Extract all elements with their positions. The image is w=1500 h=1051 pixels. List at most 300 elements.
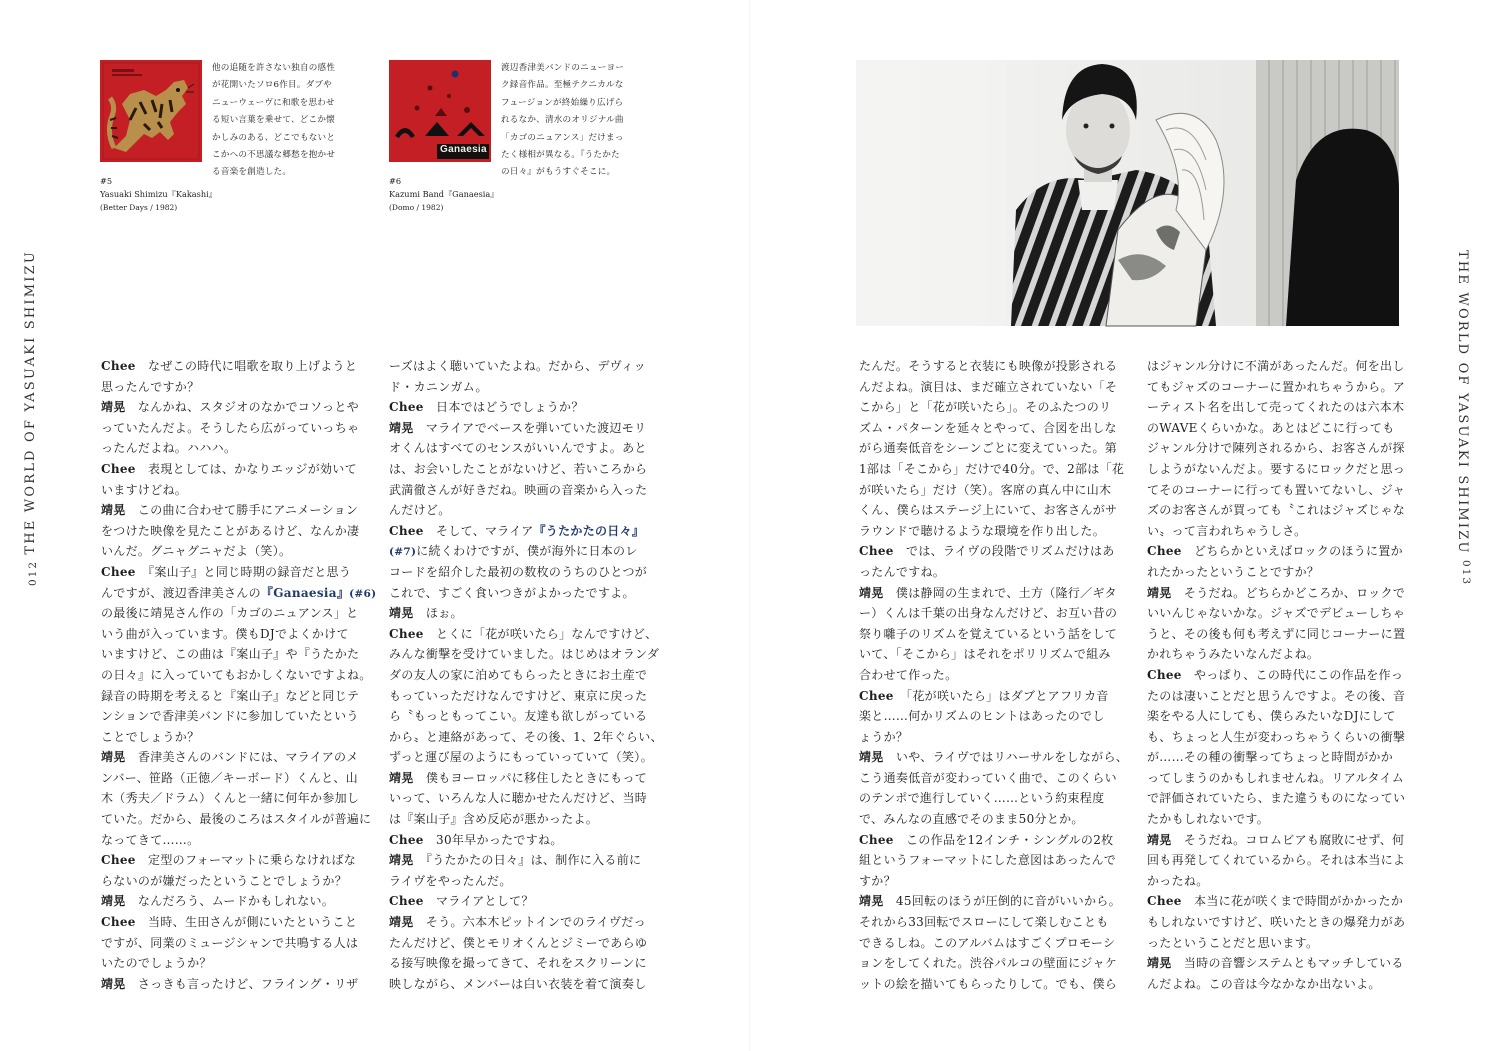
blurb-line: こかへの不思議な郷愁を抱かせ [212,150,336,161]
line-text: で、みんなの直感でそのまま50分とか。 [859,812,1084,827]
line-text: 香津美さんのバンドには、マライアのメ [125,750,359,765]
line-text: すか？ [859,873,896,888]
text-line [859,377,1121,398]
album-blurb [501,60,649,182]
line-text: てそのコーナーに行っても置いてないし、ジャ [1147,482,1406,497]
line-text: ったということだと思います。 [1147,935,1319,950]
line-text: 合わせて作った。 [859,667,958,682]
text-line [389,603,651,624]
line-text: やっぱり、この時代にこの作品を作っ [1181,667,1404,682]
line-text: 当時、生田さんが側にいたということ [135,915,358,930]
text-line [1147,788,1409,809]
line-text: 定型のフォーマットに乗らなければな [135,853,357,868]
blurb-line: る短い言葉を乗せて、どこか懐 [212,115,335,126]
line-text: こから」と「花が咲いたら」。そのふたつのリ [859,400,1112,415]
text-line [389,583,651,604]
speaker-name: Chee [101,853,136,868]
line-text: なんだろう、ムードかもしれない。 [125,894,335,909]
line-text: 木（秀夫／ドラム）くんと一緒に何年か参加し [101,791,360,806]
cat-illustration-image [100,60,202,162]
line-text: たんだけど、僕とモリオくんとジミーであらゆ [389,935,648,950]
portrait-photo-image [856,60,1399,326]
line-text: それから33回転でスローにして楽しむことも [859,915,1109,930]
line-text: いいんじゃないかな。ジャズでデビューしちゃ [1147,606,1406,621]
text-line [859,788,1121,809]
speaker-name: Chee [859,832,894,847]
speaker-name: Chee [389,523,424,538]
speaker-name: 靖晃 [101,400,126,415]
line-text: うと、その後も何も考えずに同じコーナーに置 [1147,626,1406,641]
text-line [859,480,1121,501]
album-caption [100,175,300,214]
text-line [101,377,363,398]
text-line [859,912,1121,933]
line-text: この曲に合わせて勝手にアニメーション [125,503,359,518]
line-text: はジャンル分けに不満があったんだ。何を出し [1147,359,1405,373]
text-line [101,747,363,768]
text-line [389,665,651,686]
line-text: から〟と連絡があって、その後、1、2年ぐらい、 [389,729,663,744]
line-text: 思ったんですか？ [101,379,200,394]
line-text: いますけどね。 [101,482,188,497]
text-line [1147,974,1409,995]
line-text: しようがないんだよ。要するにロックだと思っ [1147,461,1406,476]
line-text: ットの絵を描いてもらったりして。でも、僕ら [859,976,1118,991]
text-line [859,665,1121,686]
text-line [1147,644,1409,665]
speaker-name: 靖晃 [101,503,126,518]
text-line [389,974,651,995]
line-text: 日本ではどうでしょうか？ [423,400,584,415]
album-cover-kakashi [100,60,202,162]
text-line [859,974,1121,995]
text-line [1147,809,1409,830]
interview-column-4 [1147,356,1409,994]
text-line [389,747,651,768]
text-line [101,974,363,995]
speaker-name: 靖晃 [859,894,884,909]
speaker-name: 靖晃 [1147,832,1172,847]
album-ref-number: (#7) [389,546,417,559]
text-line [859,933,1121,954]
line-text: らないのが嫌だったということでしょうか？ [101,873,348,888]
album-title: Kazumi Band『Ganaesia』 [389,189,499,199]
line-text: コードを紹介した最初の数枚のうちのひとつが [389,564,648,579]
text-line [1147,727,1409,748]
text-line [389,727,663,748]
text-line [101,562,363,583]
text-line [389,706,651,727]
text-line [389,377,651,398]
text-line [859,418,1121,439]
album-number: #6 [389,176,402,186]
text-line [101,912,363,933]
line-text: みんな衝撃を受けていました。はじめはオランダ [389,647,660,662]
line-text: かれちゃうみたいなんだよね。 [1147,647,1320,662]
line-text: ョンをしてくれた。渋谷パルコの壁面にジャケ [859,956,1118,971]
speaker-name: Chee [389,832,424,847]
line-text: ってしまうのかもしれませんね。リアルタイム [1147,770,1405,785]
line-text: 僕もヨーロッパに移住したときにもって [413,770,648,785]
running-head-right: THE WORLD OF YASUAKI SHIMIZU [1455,250,1470,555]
text-line [389,809,651,830]
speaker-name: Chee [859,688,894,703]
text-line [1147,562,1409,583]
text-line [1147,933,1409,954]
text-line [101,727,363,748]
blurb-line: たく様相が異なる。『うたかた [501,150,620,161]
blurb-line: 渡辺香津美バンドのニューヨー [501,63,625,73]
text-line [101,603,363,624]
text-line [101,850,363,871]
line-text: の最後に靖晃さん作の「カゴのニュアンス」と [101,606,359,621]
text-line [389,788,651,809]
line-text: マライアでベースを弾いていた渡辺モリ [413,420,647,435]
line-text: くん、僕らはステージ上にいて、お客さんがサ [859,503,1118,518]
line-text: のテンポで進行していく……という約束程度 [859,791,1105,806]
line-text: は『案山子』含め反応が悪かったよ。 [389,812,599,827]
line-text: そうだね。コロムビアも腐敗にせず、何 [1171,832,1405,847]
line-text: いて、「そこから」はそれをポリリズムで組み [859,647,1111,662]
text-line [859,830,1121,851]
speaker-name: 靖晃 [859,585,884,600]
text-line [1147,624,1409,645]
speaker-name: Chee [101,359,136,373]
line-text: 45回転のほうが圧倒的に音がいいから。 [883,894,1121,909]
speaker-name: 靖晃 [389,853,414,868]
line-text: なぜこの時代に唱歌を取り上げようと [135,359,358,373]
text-line [1147,480,1409,501]
speaker-name: 靖晃 [389,606,414,621]
text-line [101,665,372,686]
line-text: ですが、同業のミュージシャンで共鳴する人は [101,935,359,950]
text-line [389,871,651,892]
text-line [1147,665,1409,686]
text-line [1147,953,1409,974]
text-line [389,624,658,645]
line-text: 武満徹さんが好きだね。映画の音楽から入った [389,482,648,497]
speaker-name: Chee [1147,894,1182,909]
speaker-name: Chee [101,461,136,476]
text-line [101,809,372,830]
line-text: ーティスト名を出して売ってくれたのは六本木 [1147,400,1405,415]
text-line [389,438,651,459]
text-line [101,891,363,912]
line-text: をつけた映像を見たことがあるけど、なんか凄 [101,523,360,538]
text-line [101,480,363,501]
running-head-left: THE WORLD OF YASUAKI SHIMIZU [23,250,38,555]
text-line [1147,686,1409,707]
text-line [389,500,651,521]
page-number-right: 013 [1460,560,1472,587]
line-text: 『案山子』と同じ時期の録音だと思う [135,564,352,579]
text-line [101,933,363,954]
text-line [101,397,363,418]
text-line [1147,438,1409,459]
text-line [859,500,1121,521]
text-line [859,624,1121,645]
text-line [1147,356,1409,377]
text-line [859,583,1121,604]
line-text: ズのお客さんが買っても〝これはジャズじゃな [1147,503,1406,518]
line-text: ったんだよね。ハハハ。 [101,441,237,456]
line-text: かったね。 [1147,873,1209,888]
line-text: ー）くんは千葉の出身なんだけど、お互い昔の [859,606,1118,621]
interview-column-2 [389,356,663,994]
album-number: #5 [100,176,113,186]
album-cover-ganaesia [389,60,491,162]
text-line [101,438,363,459]
blurb-line: かしみのある、どこでもないと [212,132,336,143]
line-text: オくんはすべてのセンスがいいんですよ。あと [389,441,647,456]
blurb-line: 他の追随を許さない独自の感性 [212,63,336,73]
text-line [859,891,1121,912]
portrait-photo [856,60,1399,326]
line-text: ド・カニンガム。 [389,379,488,394]
line-text: たのは凄いことだと思うんですよ。その後、音 [1147,688,1406,703]
text-line [1147,459,1409,480]
text-line [1147,541,1409,562]
text-line [389,480,651,501]
line-text: ラウンドで聴けるような環境を作り出した。 [859,523,1106,538]
line-text: も、ちょっと人生が変わっちゃうくらいの衝撃 [1147,729,1406,744]
line-text: そして、マライア [423,523,534,538]
text-line [1147,603,1409,624]
text-line [859,459,1125,480]
text-line [389,644,660,665]
text-line [101,418,363,439]
page-number-left: 012 [27,560,39,587]
text-line [1147,891,1409,912]
speaker-name: Chee [101,564,136,579]
text-line [389,768,651,789]
speaker-name: 靖晃 [389,770,414,785]
line-text: なってきて……。 [101,832,200,847]
speaker-name: 靖晃 [389,420,414,435]
line-text: ったんですね。 [859,564,946,579]
line-text: こう通奏低音が変わっていく曲で、このくらい [859,770,1117,785]
speaker-name: 靖晃 [1147,585,1172,600]
line-text: 僕は静岡の生まれで、土方（隆行／ギタ [883,585,1117,600]
line-text: 映しながら、メンバーは白い衣装を着て演奏し [389,976,647,991]
text-line [389,933,651,954]
text-line [859,397,1121,418]
line-text: がら通奏低音をシーンごとに変えていった。第 [859,441,1118,456]
text-line [859,562,1121,583]
text-line [1147,768,1409,789]
text-line [101,459,363,480]
speaker-name: Chee [101,915,136,930]
text-line [389,891,651,912]
text-line [1147,583,1409,604]
text-line [101,644,363,665]
line-text: ことでしょうか？ [101,729,200,744]
text-line [859,541,1121,562]
speaker-name: 靖晃 [101,976,126,991]
line-text: ーズはよく聴いていたよね。だから、デヴィッ [389,359,646,373]
line-text: 表現としては、かなりエッジが効いて [135,461,357,476]
speaker-name: 靖晃 [1147,956,1172,971]
speaker-name: Chee [389,400,424,415]
cover-title-text: Ganaesia [440,144,487,155]
interview-column-3 [859,356,1129,994]
text-line [859,747,1129,768]
text-line [859,603,1121,624]
line-text: いや、ライヴではリハーサルをしながら、 [883,750,1129,765]
line-text: の日々』に入っていてもおかしくないですよね。 [101,667,372,682]
speaker-name: 靖晃 [101,750,126,765]
line-text: ていた。だから、最後のころはスタイルが普遍に [101,812,372,827]
text-line [101,686,363,707]
line-text: に続くわけですが、僕が海外に日本のレ [416,544,638,559]
line-text: んだよね。演目は、まだ確立されていない「そ [859,379,1118,394]
blurb-line: れるなか、清水のオリジナル曲 [501,115,624,126]
line-text: 楽と……何かリズムのヒントはあったのでし [859,709,1105,724]
text-line [389,686,651,707]
line-text: これで、すごく食いつきがよかったですよ。 [389,585,635,600]
line-text: いう曲が入っています。僕もDJでよくかけて [101,626,349,641]
line-text: いんだ。グニャグニャだよ（笑）。 [101,544,292,559]
line-text: 組というフォーマットにした意図はあったんで [859,853,1117,868]
text-line [1147,377,1409,398]
line-text: ズム・パターンを延々とやって、合図を出しな [859,420,1117,435]
line-text: もしれないですけど、咲いたときの爆発力があ [1147,915,1406,930]
line-text: っていたんだよ。そうしたら広がっていっちゃ [101,420,360,435]
album-reference: 『Ganaesia』 [260,585,350,600]
text-line [101,500,363,521]
line-text: る接写映像を撮ってきて、それをスクリーンに [389,956,647,971]
speaker-name: Chee [389,894,424,909]
text-line [859,706,1121,727]
line-text: 当時の音響システムともマッチしている [1171,956,1404,971]
line-text: い〟って言われちゃうしさ。 [1147,523,1307,538]
text-line [101,830,363,851]
text-line [1147,418,1409,439]
line-text: なんかね、スタジオのなかでコソっとや [125,400,359,415]
blurb-line: が花開いたソロ6作目。ダブや [212,80,332,91]
line-text: ライヴをやったんだ。 [389,873,512,888]
line-text: ンションで香津美バンドに参加していたという [101,709,359,724]
line-text: 録音の時期を考えると『案山子』などと同じテ [101,688,360,703]
line-text: もっていっただけなんですけど、東京に戻った [389,688,648,703]
line-text: 1部は「そこから」だけで40分。で、2部は「花 [859,461,1125,476]
line-text: とくに「花が咲いたら」なんですけど、 [423,626,658,641]
text-line [1147,521,1409,542]
line-text: ほぉ。 [413,606,463,621]
text-line [1147,850,1409,871]
text-line [859,686,1121,707]
line-text: 「花が咲いたら」はダブとアフリカ音 [893,688,1109,703]
text-line [389,850,651,871]
line-text: たかもしれないです。 [1147,812,1270,827]
line-text: が……その種の衝撃ってちょっと時間がかか [1147,750,1394,765]
text-line [1147,706,1409,727]
text-line [101,768,363,789]
text-line [859,356,1121,377]
line-text: ら〝もっともってこい。友達も欲しがっている [389,709,648,724]
page-gutter [749,0,751,1051]
line-text: 回も再発してくれているから。それは本当によ [1147,853,1406,868]
line-text: ダの友人の家に泊めてもらったときにお土産で [389,667,648,682]
text-line [101,624,363,645]
line-text: が咲いたら」だけ（笑）。客席の真ん中に山木 [859,482,1112,497]
text-line [859,727,1121,748]
interview-column-1 [101,356,377,994]
text-line [1147,830,1409,851]
text-line [389,562,651,583]
blurb-line: 「カゴのニュアンス」だけまっ [501,132,624,143]
speaker-name: Chee [1147,667,1182,682]
line-text: ンバー、笹路（正徳／キーボード）くんと、山 [101,770,358,785]
speaker-name: 靖晃 [101,894,126,909]
line-text: ジャンル分けで陳列されるから、お客さんが探 [1147,441,1405,456]
line-text: のWAVEくらいかな。あとはどこに行っても [1147,420,1395,435]
line-text: ずっと運び屋のようにもっていっていて（笑）。 [389,750,653,765]
blurb-line: ニューウェーヴに和歌を思わせ [212,97,335,108]
text-line [101,788,363,809]
text-line [859,953,1121,974]
line-text: てもジャズのコーナーに置かれちゃうから。ア [1147,379,1406,394]
text-line [859,809,1121,830]
line-text: は、お会いしたことがないけど、若いころから [389,461,648,476]
text-line [389,418,651,439]
text-line [859,850,1121,871]
line-text: 楽をやる人にしても、僕らみたいなDJにして [1147,709,1396,724]
text-line [859,438,1121,459]
text-line [859,768,1121,789]
line-text: そうだね。どちらかどころか、ロックで [1171,585,1406,600]
text-line [389,397,651,418]
line-text: そう。六本木ピットインでのライヴだっ [413,915,646,930]
text-line [101,521,363,542]
speaker-name: 靖晃 [389,915,414,930]
line-text: んだけど。 [389,503,451,518]
line-text: この作品を12インチ・シングルの2枚 [893,832,1114,847]
line-text: 『うたかたの日々』は、制作に入る前に [413,853,642,868]
text-line [389,459,651,480]
text-line [101,953,363,974]
line-text: いって、いろんな人に聴かせたんだけど、当時 [389,791,648,806]
speaker-name: 靖晃 [859,750,884,765]
line-text: マライアとして？ [423,894,534,909]
line-text: たんだ。そうすると衣装にも映像が投影される [859,359,1118,373]
album-publisher: (Domo / 1982) [389,203,444,212]
text-line [389,356,651,377]
text-line [1147,912,1409,933]
text-line [859,871,1121,892]
line-text: ょうか？ [859,729,909,744]
blurb-line: ク録音作品。至極テクニカルな [501,80,624,91]
album-reference: 『うたかたの日々』 [533,523,645,538]
line-text: いますけど、この曲は『案山子』や『うたかた [101,647,360,662]
text-line [389,541,651,562]
line-text: さっきも言ったけど、フライング・リザ [125,976,359,991]
text-line [389,912,651,933]
album-ref-number: (#6) [349,587,377,600]
line-text: れたかったということですか？ [1147,564,1320,579]
blurb-line: の日々』がもうすぐそこに。 [501,167,616,178]
text-line [859,644,1121,665]
line-text: どちらかといえばロックのほうに置か [1181,544,1403,559]
line-text: では、ライヴの段階でリズムだけはあ [893,544,1115,559]
text-line [389,521,651,542]
text-line [859,521,1121,542]
line-text: 本当に花が咲くまで時間がかかったか [1181,894,1404,909]
text-line [1147,747,1409,768]
text-line [101,541,363,562]
line-text: んだよね。この音は今なかなか出ないよ。 [1147,976,1381,991]
speaker-name: Chee [859,544,894,559]
